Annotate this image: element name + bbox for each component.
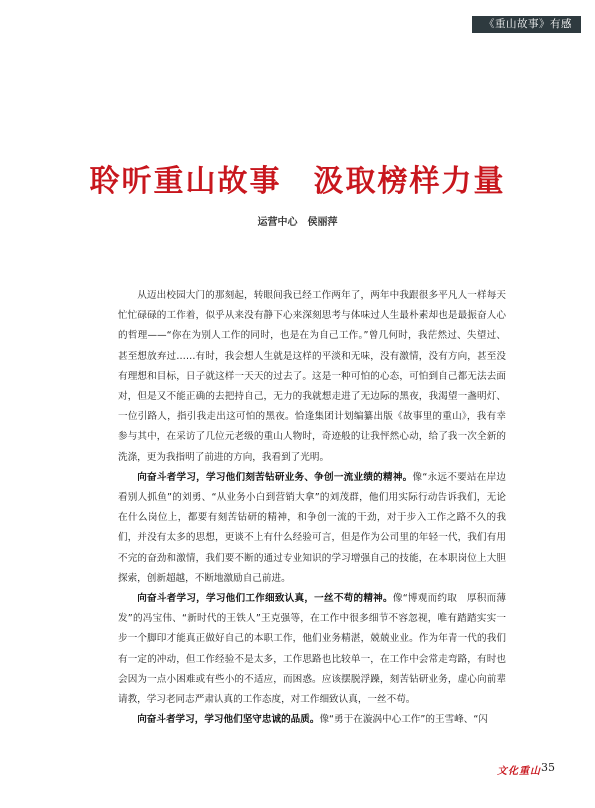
paragraph-4-text: 像“勇于在漩涡中心工作”的王雪峰、“闪: [319, 714, 488, 726]
paragraph-4-lead: 向奋斗者学习，学习他们坚守忠诚的品质。: [137, 714, 320, 726]
paragraph-2-text: 像“永远不要站在岸边看别人抓鱼”的刘勇、“从业务小白到营销大拿”的刘茂群，他们用实际行动告诉我们，无论在什么岗位上，都要有刻苦钻研的精神，和争创一流的干劲，对于步入工作之路不久的我们，并没有太多的思想，更谈不上有什么经验可言，但是作为公司里的年轻一代，我们有用不完的奋劲和激情，我们要不断的通过专业知识的学习增强自己的技能，在本职岗位上大胆探索，创新超越，不断地激励自己前进。: [118, 471, 506, 584]
page-number: 35: [541, 761, 555, 774]
paragraph-2-lead: 向奋斗者学习，学习他们刻苦钻研业务、争创一流业绩的精神。: [137, 471, 413, 483]
paragraph-1: [118, 286, 506, 468]
paragraph-2: [118, 468, 506, 589]
paragraph-3: [118, 589, 506, 710]
paragraph-3-lead: 向奋斗者学习，学习他们工作细致认真，一丝不苟的精神。: [137, 593, 393, 605]
section-tag: 《重山故事》有感: [472, 16, 581, 33]
article-body: [118, 286, 506, 730]
paragraph-1-text: 从迈出校园大门的那刻起，转眼间我已经工作两年了，两年中我跟很多平凡人一样每天忙忙碌碌的工作着，似乎从来没有静下心来深刻思考与体味过人生最朴素却也是最振奋人心的哲理——“你在为别人工作的同时，也是在为自己工作。”曾几何时，我茫然过、失望过、甚至想放弃过……有时，我会想人生就是这样的平淡和无味，没有激情，没有方向，甚至没有理想和目标，日子就这样一天天的过去了。这是一种可怕的心态，可怕到自己都无法去面对，但是又不能正确的去把持自己，无力的我就想走进了无边际的黑夜，我渴望一盏明灯、一位引路人，指引我走出这可怕的黑夜。恰逢集团计划编纂出版《故事里的重山》，我有幸参与其中，在采访了几位元老级的重山人物时，奇迹般的让我怦然心动，给了我一次全新的洗涤，更为我指明了前进的方向，我看到了光明。: [118, 290, 506, 463]
footer-logo: 文化重山: [497, 766, 541, 777]
paragraph-4: [118, 710, 506, 730]
paragraph-3-text: 像“博观而约取 厚积而薄发”的冯宝伟、“新时代的王铁人”王克强等，在工作中很多细节不容忽视，唯有踏踏实实一步一个脚印才能真正做好自己的本职工作，他们业务精湛，兢兢业业。作为年青一代的我们有一定的冲动，但工作经验不是太多，工作思路也比较单一，在工作中会常走弯路，有时也会因为一点小困难或有些小的不适应，而困惑。应该摆脱浮躁，刻苦钻研业务，虚心向前辈请教，学习老同志严肃认真的工作态度，对工作细致认真，一丝不苟。: [118, 593, 506, 706]
article-author: 运营中心 侯丽萍: [257, 217, 338, 228]
article-title: 聆听重山故事 汲取榜样力量: [89, 164, 506, 199]
